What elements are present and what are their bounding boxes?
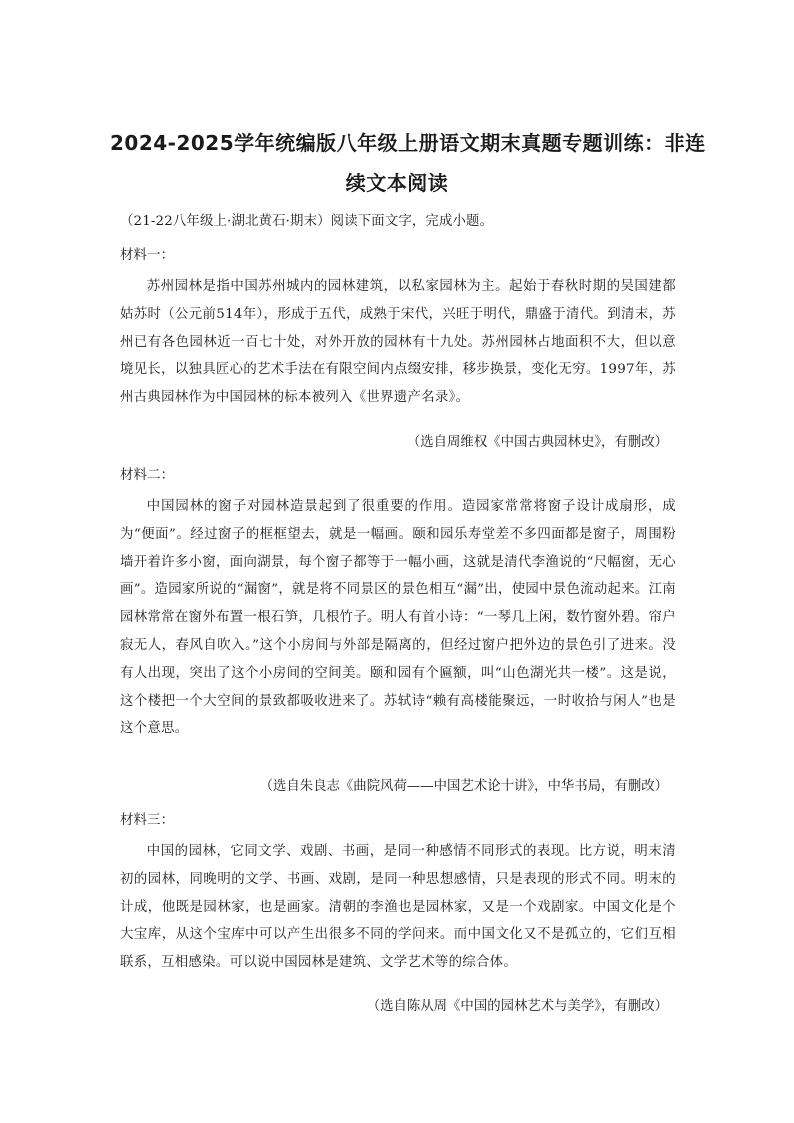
material-3-source: （选自陈从周《中国的园林艺术与美学》，有删改） — [366, 999, 668, 1014]
material-1-text: 苏州园林是指中国苏州城内的园林建筑，以私家园林为主。起始于春秋时期的吴国建都姑苏时（公元前514年），形成于五代，成熟于宋代，兴旺于明代，鼎盛于清代。到清末，苏州已有各色园林近一百七十处，对外开放的园林有十九处。苏州园林占地面积不大，但以意境见长，以独具匠心的艺术手法在有限空间内点缀安排，移步换景，变化无穷。1997年，苏州古典园林作为中国园林的标本被列入《世界遗产名录》。 — [120, 279, 676, 406]
material-1-source: （选自周维权《中国古典园林史》，有删改） — [406, 435, 668, 450]
material-2-label: 材料二： — [120, 468, 175, 483]
material-2-text: 中国园林的窗子对园林造景起到了很重要的作用。造园家常常将窗子设计成扇形，成为“便面”。经过窗子的框框望去，就是一幅画。颐和园乐寿堂差不多四面都是窗子，周围粉墙开着许多小窗，面向湖景，每个窗子都等于一幅小画，这就是清代李渔说的“尺幅窗，无心画”。造园家所说的“漏窗”，就是将不同景区的景色相互“漏”出，使园中景色流动起来。江南园林常常在窗外布置一根石笋，几根竹子。明人有首小诗：“一琴几上闲，数竹窗外碧。帘户寂无人，春风自吹入。”这个小房间与外部是隔离的，但经过窗户把外边的景色引了进来。没有人出现，突出了这个小房间的空间美。颐和园有个匾额，叫“山色湖光共一楼”。这是说，这个楼把一个大空间的景致都吸收进来了。苏轼诗“赖有高楼能聚远，一时收拾与闲人”也是这个意思。 — [120, 499, 676, 737]
intro-text: （21-22八年级上·湖北黄石·期末）阅读下面文字，完成小题。 — [120, 214, 494, 229]
material-3-text: 中国的园林，它同文学、戏剧、书画，是同一种感情不同形式的表现。比方说，明末清初的园林，同晚明的文学、书画、戏剧，是同一种思想感情，只是表现的形式不同。明末的计成，他既是园林家，也是画家。清朝的李渔也是园林家，又是一个戏剧家。中国文化是个大宝库，从这个宝库中可以产生出很多不同的学问来。而中国文化又不是孤立的，它们互相联系，互相感染。可以说中国园林是建筑、文学艺术等的综合体。 — [120, 844, 676, 971]
material-1-label: 材料一： — [120, 248, 175, 263]
material-3-label: 材料三： — [120, 813, 175, 828]
title-line-1: 2024-2025学年统编版八年级上册语文期末真题专题训练：非连 — [110, 131, 706, 155]
title-line-2: 续文本阅读 — [345, 171, 449, 195]
material-2-source: （选自朱良志《曲院风荷——中国艺术论十讲》，中华书局，有删改） — [259, 779, 668, 794]
